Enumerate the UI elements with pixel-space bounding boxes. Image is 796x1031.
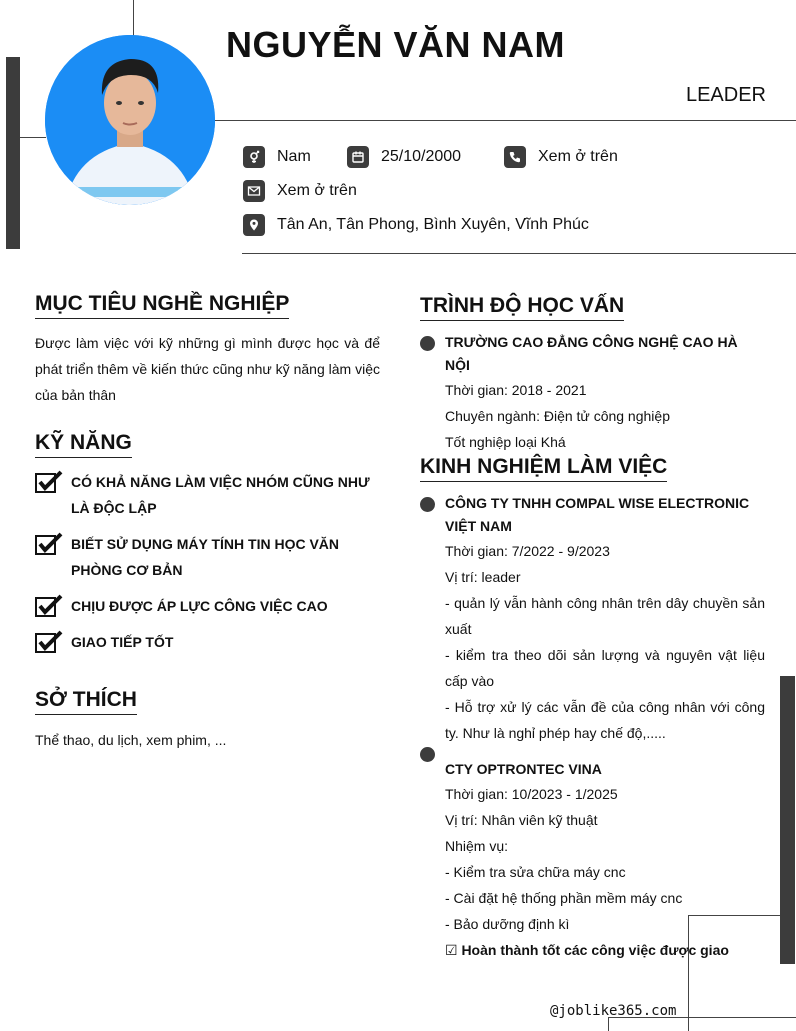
email-icon [243, 180, 265, 202]
deco-bar-right [780, 676, 795, 964]
job-task: - quản lý vẫn hành công nhân trên dây chuyền sản xuất [445, 595, 765, 637]
location-icon [243, 214, 265, 236]
deco-frame-v2 [608, 1017, 609, 1031]
skill-item [35, 593, 380, 619]
job-time: Thời gian: 10/2023 - 1/2025 [445, 786, 618, 802]
skill-item [35, 531, 380, 583]
education-entry [445, 331, 765, 455]
timeline-bullet [420, 336, 435, 351]
skill-label: GIAO TIẾP TỐT [71, 634, 174, 650]
timeline-bullet [420, 497, 435, 512]
job-position: Vị trí: Nhân viên kỹ thuật [445, 812, 598, 828]
education-major: Chuyên ngành: Điện tử công nghiệp [445, 408, 670, 424]
phone-info [504, 146, 618, 168]
job-duty-label: Nhiệm vụ: [445, 838, 509, 854]
header-divider-top [215, 120, 796, 121]
hobbies-title: SỞ THÍCH [35, 688, 137, 715]
school-name: TRƯỜNG CAO ĐẲNG CÔNG NGHỆ CAO HÀ NỘI [445, 334, 738, 373]
gender-value: Nam [277, 148, 311, 165]
email-value: Xem ở trên [277, 182, 357, 199]
job-position: Vị trí: leader [445, 569, 521, 585]
job-task: - Hỗ trợ xử lý các vẫn đề của công nhân với công ty. Như là nghỉ phép hay chế độ,..... [445, 699, 765, 741]
skill-label: CHỊU ĐƯỢC ÁP LỰC CÔNG VIỆC CAO [71, 598, 328, 614]
email-info [243, 180, 357, 202]
deco-line-left [20, 137, 46, 138]
dob-info [347, 146, 461, 168]
checkbox-check-icon [35, 470, 63, 494]
objective-text: Được làm việc với kỹ những gì mình được học và để phát triển thêm về kiến thức cũng như kỹ năng làm việc của bản thân [35, 335, 380, 403]
skill-item [35, 469, 380, 521]
company-name: CTY OPTRONTEC VINA [445, 761, 602, 777]
skill-item [35, 629, 380, 655]
address-value: Tân An, Tân Phong, Bình Xuyên, Vĩnh Phúc [277, 216, 589, 233]
gender-icon [243, 146, 265, 168]
job-time: Thời gian: 7/2022 - 9/2023 [445, 543, 610, 559]
gender-info [243, 146, 311, 168]
education-grade: Tốt nghiệp loại Khá [445, 434, 566, 450]
job-task: - kiểm tra theo dõi sản lượng và nguyên vật liệu cấp vào [445, 647, 765, 689]
header-divider-bottom [242, 253, 796, 254]
skill-label: CÓ KHẢ NĂNG LÀM VIỆC NHÓM CŨNG NHƯ LÀ ĐỘC LẬP [71, 474, 370, 516]
job-entry [445, 758, 765, 963]
deco-bar-left [6, 57, 20, 249]
candidate-name: NGUYỄN VĂN NAM [226, 24, 566, 65]
job-task: - Bảo dưỡng định kì [445, 916, 570, 932]
education-time: Thời gian: 2018 - 2021 [445, 382, 587, 398]
objective-title: MỤC TIÊU NGHỀ NGHIỆP [35, 292, 289, 319]
address-info [243, 214, 589, 236]
deco-line-top [133, 0, 134, 36]
job-highlight: ☑ Hoàn thành tốt các công việc được giao [445, 942, 729, 958]
avatar [45, 35, 215, 205]
timeline-bullet [420, 747, 435, 762]
job-task: - Cài đặt hệ thống phần mềm máy cnc [445, 890, 683, 906]
phone-value: Xem ở trên [538, 148, 618, 165]
calendar-icon [347, 146, 369, 168]
skills-title: KỸ NĂNG [35, 431, 132, 458]
education-title: TRÌNH ĐỘ HỌC VẤN [420, 294, 624, 321]
job-task: - Kiểm tra sửa chữa máy cnc [445, 864, 626, 880]
checkbox-check-icon [35, 630, 63, 654]
dob-value: 25/10/2000 [381, 148, 462, 165]
skill-label: BIẾT SỬ DỤNG MÁY TÍNH TIN HỌC VĂN PHÒNG CƠ BẢN [71, 536, 340, 578]
job-entry [445, 492, 765, 746]
phone-icon [504, 146, 526, 168]
footer-watermark: @joblike365.com [550, 1003, 677, 1019]
experience-title: KINH NGHIỆM LÀM VIỆC [420, 455, 667, 482]
candidate-role: LEADER [685, 84, 766, 106]
checkbox-check-icon [35, 532, 63, 556]
company-name: CÔNG TY TNHH COMPAL WISE ELECTRONIC VIỆT NAM [445, 495, 750, 534]
hobbies-text: Thể thao, du lịch, xem phim, ... [35, 732, 227, 748]
checkbox-check-icon [35, 594, 63, 618]
